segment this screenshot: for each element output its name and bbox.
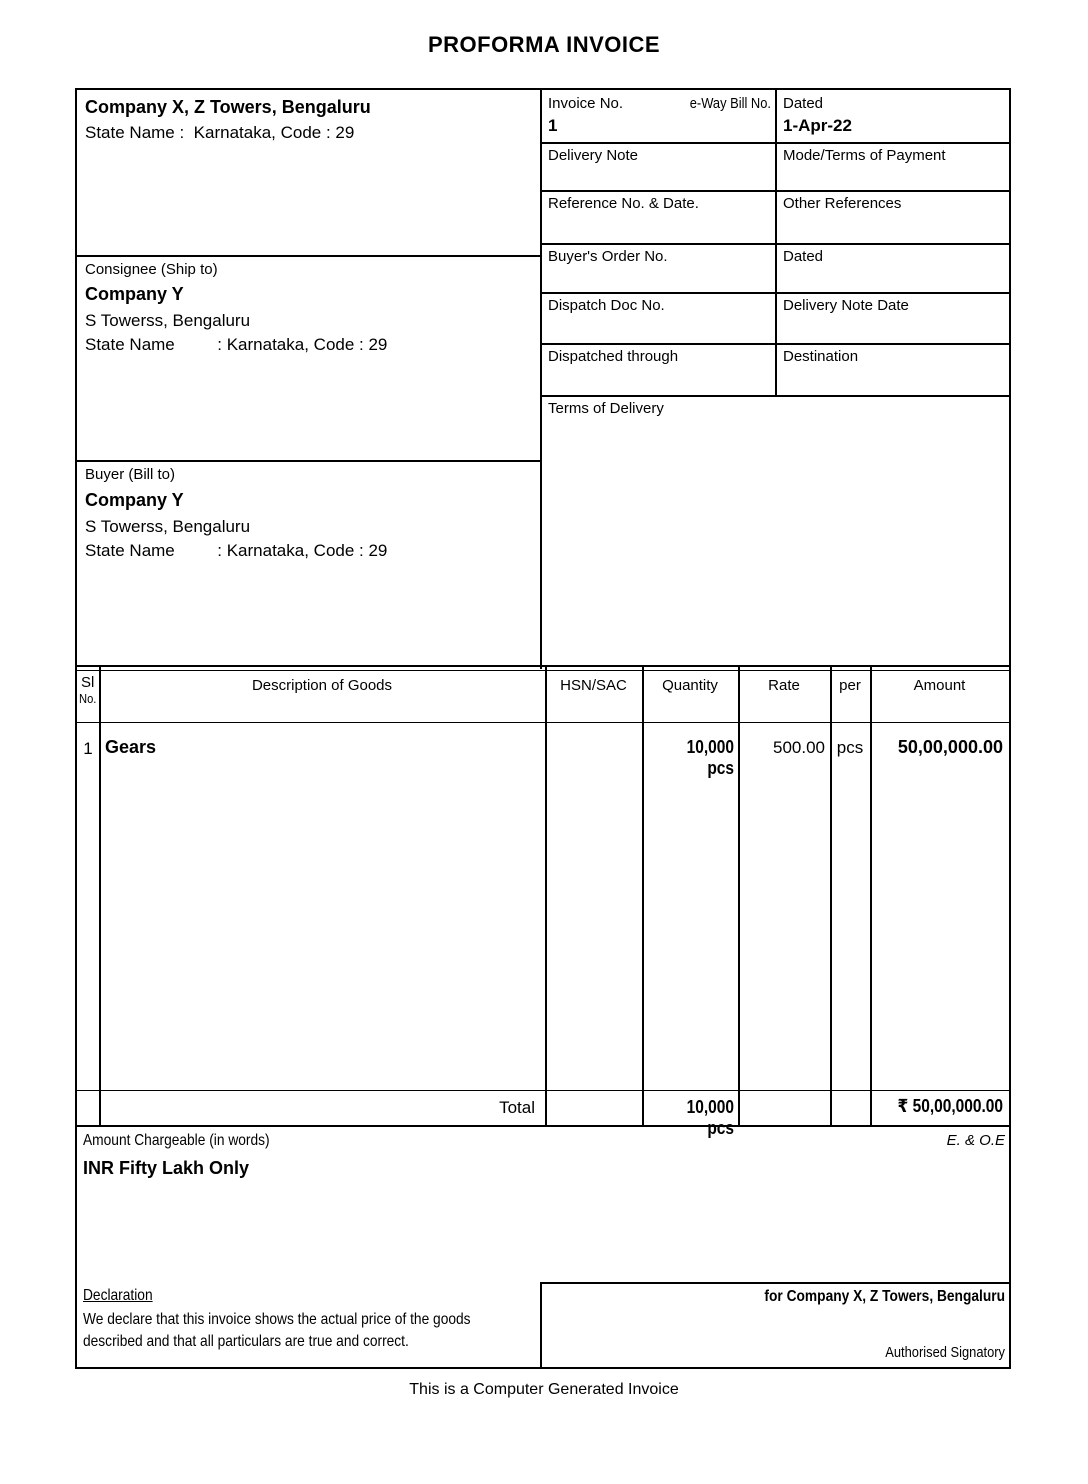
item-rate: 500.00: [773, 738, 825, 757]
buyers-order-label: Buyer's Order No.: [548, 248, 668, 265]
grid-line: [540, 343, 1009, 345]
reference-label: Reference No. & Date.: [548, 195, 699, 212]
amount-words-label: Amount Chargeable (in words): [83, 1132, 270, 1149]
authorised-signatory-label: Authorised Signatory: [885, 1344, 1005, 1361]
invoice-no-label: Invoice No.: [548, 95, 624, 112]
seller-name: Company X, Z Towers, Bengaluru: [85, 97, 371, 117]
eoe-note: E. & O.E: [946, 1132, 1005, 1149]
col-header-quantity: Quantity: [662, 677, 718, 694]
other-references-label: Other References: [783, 195, 902, 212]
dated-value: 1-Apr-22: [783, 116, 852, 135]
dispatch-doc-label: Dispatch Doc No.: [548, 297, 665, 314]
signature-for-line: for Company X, Z Towers, Bengaluru: [764, 1288, 1005, 1305]
grid-line: [830, 667, 832, 1127]
declaration-heading: Declaration: [83, 1287, 153, 1304]
consignee-heading: Consignee (Ship to): [85, 261, 218, 278]
grid-line: [77, 460, 540, 462]
mode-terms-label: Mode/Terms of Payment: [783, 147, 946, 164]
consignee-address: S Towerss, Bengaluru: [85, 311, 251, 330]
buyer-heading: Buyer (Bill to): [85, 466, 176, 483]
grid-line: [540, 243, 1009, 245]
consignee-name: Company Y: [85, 284, 184, 304]
item-sl: 1: [83, 739, 93, 758]
total-label: Total: [499, 1098, 535, 1117]
declaration-text: We declare that this invoice shows the actual price of the goods described and that all particulars are true and correct.: [83, 1311, 471, 1350]
grid-line: [540, 90, 542, 669]
invoice-no-value: 1: [548, 116, 558, 135]
buyer-name: Company Y: [85, 490, 184, 510]
grid-line: [540, 1282, 1009, 1284]
grid-line: [99, 667, 101, 1127]
delivery-note-label: Delivery Note: [548, 147, 639, 164]
col-header-amount: Amount: [913, 677, 966, 694]
eway-bill-label: e-Way Bill No.: [689, 95, 771, 112]
col-header-sl-2: No.: [79, 691, 97, 706]
col-header-sl-1: Sl: [81, 674, 95, 691]
delivery-note-date-label: Delivery Note Date: [783, 297, 909, 314]
grid-line: [540, 190, 1009, 192]
grid-line: [738, 667, 740, 1127]
dated2-label: Dated: [783, 248, 824, 265]
page-title: PROFORMA INVOICE: [427, 32, 661, 57]
item-per: pcs: [836, 738, 864, 757]
dispatched-through-label: Dispatched through: [548, 348, 679, 365]
destination-label: Destination: [783, 348, 859, 365]
consignee-state-line: State Name : Karnataka, Code : 29: [85, 335, 388, 354]
col-header-hsn: HSN/SAC: [560, 677, 627, 694]
item-amount: 50,00,000.00: [897, 737, 1003, 757]
grid-line: [870, 667, 872, 1127]
item-quantity: 10,000 pcs: [686, 737, 734, 778]
grid-line: [540, 1282, 542, 1367]
dated-label: Dated: [783, 95, 824, 112]
grid-line: [540, 395, 1009, 397]
seller-state-line: State Name : Karnataka, Code : 29: [85, 123, 355, 142]
col-header-description: Description of Goods: [251, 677, 393, 694]
total-amount: ₹ 50,00,000.00: [897, 1096, 1003, 1116]
grid-line: [540, 292, 1009, 294]
grid-line: [77, 255, 540, 257]
grid-line: [642, 667, 644, 1127]
terms-of-delivery-label: Terms of Delivery: [548, 400, 664, 417]
buyer-address: S Towerss, Bengaluru: [85, 517, 251, 536]
grid-line: [545, 667, 547, 1127]
col-header-per: per: [839, 677, 861, 694]
computer-generated-note: This is a Computer Generated Invoice: [409, 1381, 679, 1398]
amount-words-value: INR Fifty Lakh Only: [83, 1158, 250, 1178]
total-quantity: 10,000 pcs: [686, 1097, 734, 1138]
invoice-main-box: [75, 88, 1011, 1369]
grid-line: [540, 142, 1009, 144]
col-header-rate: Rate: [768, 677, 800, 694]
buyer-state-line: State Name : Karnataka, Code : 29: [85, 541, 388, 560]
item-description: Gears: [105, 737, 157, 757]
